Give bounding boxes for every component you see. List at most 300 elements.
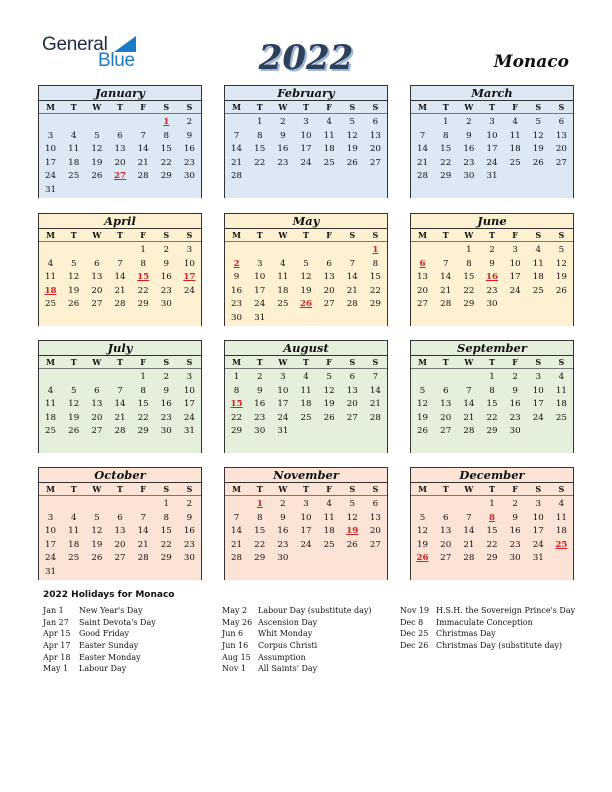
day-cell: 16 xyxy=(183,144,195,154)
day-cell: 7 xyxy=(349,258,356,269)
week-row xyxy=(411,371,573,385)
day-cell: 13 xyxy=(440,526,452,536)
holiday-date: Dec 26 xyxy=(400,641,429,651)
day-cell: 13 xyxy=(369,130,381,141)
empty-cell xyxy=(364,425,387,439)
month-title: May xyxy=(225,214,387,229)
weekday-label: T xyxy=(442,102,449,112)
holiday-day: 27 xyxy=(113,171,127,181)
day-cell: 17 xyxy=(254,285,266,296)
weekday-label: M xyxy=(46,357,55,367)
weekday-header xyxy=(225,101,387,114)
holiday-date: Apr 15 xyxy=(43,629,71,639)
holiday-entry xyxy=(43,640,156,652)
day-cell: 28 xyxy=(463,553,475,563)
empty-cell xyxy=(85,371,108,385)
day-cell: 20 xyxy=(440,412,452,423)
day-cell: 1 xyxy=(140,245,146,255)
week-row xyxy=(225,312,387,326)
day-cell: 19 xyxy=(346,144,358,154)
day-cell: 29 xyxy=(463,299,475,309)
week-row xyxy=(225,539,387,553)
empty-cell xyxy=(434,244,457,258)
day-cell: 3 xyxy=(47,512,54,523)
weekday-label: S xyxy=(349,484,356,494)
weekday-label: S xyxy=(186,102,193,112)
holiday-name: Whit Monday xyxy=(258,629,313,639)
holiday-entry xyxy=(222,640,372,652)
day-cell: 11 xyxy=(277,272,289,282)
day-cell: 6 xyxy=(326,258,332,269)
day-cell: 12 xyxy=(91,526,103,536)
month-march xyxy=(410,85,574,198)
day-cell: 5 xyxy=(70,385,77,396)
day-cell: 29 xyxy=(369,299,381,309)
week-row xyxy=(39,285,201,299)
day-cell: 4 xyxy=(70,512,77,523)
month-july xyxy=(38,340,202,453)
empty-cell xyxy=(62,371,85,385)
week-row xyxy=(411,143,573,157)
day-cell: 30 xyxy=(183,553,195,563)
day-cell: 31 xyxy=(532,553,544,563)
day-cell: 8 xyxy=(163,130,170,141)
day-cell: 8 xyxy=(256,512,263,523)
day-cell: 9 xyxy=(466,130,472,141)
empty-cell xyxy=(108,498,131,512)
day-cell: 4 xyxy=(70,130,77,141)
day-cell: 5 xyxy=(94,130,100,141)
week-row xyxy=(411,285,573,299)
holiday-date: Jan 27 xyxy=(43,617,69,627)
day-cell: 10 xyxy=(300,130,312,141)
day-cell: 5 xyxy=(94,512,100,523)
weekday-label: S xyxy=(163,484,170,494)
week-row xyxy=(39,552,201,566)
day-cell: 20 xyxy=(440,539,452,550)
day-cell: 7 xyxy=(419,130,426,141)
weekday-label: F xyxy=(512,357,518,367)
day-cell: 13 xyxy=(114,526,126,536)
holiday-date: Dec 8 xyxy=(400,617,424,627)
day-cell: 25 xyxy=(323,539,335,550)
week-row xyxy=(39,498,201,512)
weekday-label: T xyxy=(117,357,123,367)
week-row xyxy=(39,157,201,171)
holiday-name: H.S.H. the Sovereign Prince's Day xyxy=(436,606,576,615)
day-cell: 26 xyxy=(346,157,358,168)
day-cell: 15 xyxy=(160,144,172,154)
day-cell: 29 xyxy=(137,299,149,309)
holiday-entry xyxy=(222,628,372,640)
empty-cell xyxy=(504,298,527,312)
weekday-label: F xyxy=(140,230,146,240)
weekday-header xyxy=(411,483,573,496)
day-cell: 21 xyxy=(369,399,381,409)
day-cell: 17 xyxy=(300,144,312,154)
empty-cell xyxy=(294,170,317,184)
weekday-label: W xyxy=(464,357,474,367)
day-cell: 3 xyxy=(280,372,286,382)
day-cell: 29 xyxy=(486,553,498,563)
day-cell: 26 xyxy=(91,171,103,181)
holiday-day: 1 xyxy=(372,245,379,255)
week-row xyxy=(225,512,387,526)
day-cell: 2 xyxy=(489,245,495,255)
day-cell: 9 xyxy=(186,130,193,141)
day-cell: 20 xyxy=(369,144,381,154)
day-cell: 19 xyxy=(417,539,429,550)
day-cell: 26 xyxy=(417,426,429,436)
day-cell: 9 xyxy=(186,512,193,523)
day-cell: 9 xyxy=(233,272,240,282)
empty-cell xyxy=(504,170,527,184)
day-cell: 7 xyxy=(466,512,472,523)
weekday-label: S xyxy=(372,357,379,367)
weekday-label: T xyxy=(70,357,77,367)
weekday-label: T xyxy=(303,230,309,240)
day-cell: 9 xyxy=(489,258,495,269)
weekday-label: S xyxy=(372,230,379,240)
holiday-entry xyxy=(222,617,372,629)
week-row xyxy=(411,552,573,566)
day-cell: 1 xyxy=(233,372,240,382)
weekday-label: T xyxy=(489,230,495,240)
weekday-label: W xyxy=(92,357,102,367)
month-june xyxy=(410,213,574,326)
weekday-label: W xyxy=(92,102,102,112)
weekday-label: T xyxy=(256,102,263,112)
weekday-label: W xyxy=(92,230,102,240)
holiday-date: Apr 17 xyxy=(43,641,71,651)
day-cell: 16 xyxy=(160,272,172,282)
weekday-label: T xyxy=(256,230,263,240)
empty-cell xyxy=(132,498,155,512)
day-cell: 21 xyxy=(231,539,243,550)
day-cell: 8 xyxy=(140,385,146,396)
day-cell: 2 xyxy=(163,245,170,255)
day-cell: 7 xyxy=(372,372,379,382)
logo-text-general: General xyxy=(42,34,108,55)
empty-cell xyxy=(108,184,131,198)
weekday-label: F xyxy=(326,230,332,240)
empty-cell xyxy=(155,184,178,198)
week-row xyxy=(411,385,573,399)
day-cell: 21 xyxy=(440,285,452,296)
holiday-date: Jun 16 xyxy=(222,641,249,651)
day-cell: 9 xyxy=(512,512,518,523)
day-cell: 20 xyxy=(114,157,126,168)
holiday-name: Christmas Day xyxy=(436,629,496,639)
day-cell: 6 xyxy=(94,385,100,396)
weekday-label: T xyxy=(303,484,309,494)
weekday-label: F xyxy=(326,484,332,494)
day-cell: 11 xyxy=(532,258,544,269)
month-title: January xyxy=(39,86,201,101)
week-row xyxy=(225,425,387,439)
weekday-label: F xyxy=(512,484,518,494)
week-row xyxy=(39,512,201,526)
holiday-day: 15 xyxy=(137,272,150,282)
holiday-name: Assumption xyxy=(258,652,306,662)
month-title: November xyxy=(225,468,387,483)
holiday-entry xyxy=(222,652,372,664)
empty-cell xyxy=(550,170,573,184)
weekday-label: M xyxy=(418,484,427,494)
day-cell: 10 xyxy=(254,272,266,282)
week-row xyxy=(411,170,573,184)
holiday-date: May 26 xyxy=(222,617,253,627)
day-cell: 17 xyxy=(45,157,57,168)
day-cell: 12 xyxy=(417,526,429,536)
day-cell: 25 xyxy=(45,426,57,436)
day-cell: 11 xyxy=(323,130,335,141)
day-cell: 16 xyxy=(509,526,521,536)
day-cell: 13 xyxy=(369,512,381,523)
day-cell: 5 xyxy=(70,258,77,269)
day-cell: 17 xyxy=(532,399,544,409)
empty-cell xyxy=(39,116,62,130)
weekday-label: T xyxy=(117,230,123,240)
day-cell: 18 xyxy=(323,144,335,154)
day-cell: 18 xyxy=(277,285,289,296)
day-cell: 26 xyxy=(323,412,335,423)
week-row xyxy=(411,157,573,171)
day-cell: 21 xyxy=(417,157,429,168)
day-cell: 12 xyxy=(555,258,567,269)
weekday-label: T xyxy=(442,357,449,367)
day-cell: 27 xyxy=(91,299,103,309)
holiday-day: 1 xyxy=(163,117,170,127)
day-cell: 24 xyxy=(509,285,521,296)
day-cell: 3 xyxy=(186,372,193,382)
day-cell: 31 xyxy=(486,171,498,181)
day-cell: 14 xyxy=(440,272,452,282)
empty-cell xyxy=(318,425,341,439)
day-cell: 11 xyxy=(45,399,57,409)
month-december xyxy=(410,467,574,580)
holiday-column xyxy=(400,605,575,652)
day-cell: 27 xyxy=(369,539,381,550)
day-cell: 21 xyxy=(463,539,475,550)
day-cell: 21 xyxy=(114,285,126,296)
day-cell: 28 xyxy=(231,553,243,563)
weekday-label: T xyxy=(256,357,263,367)
empty-cell xyxy=(39,371,62,385)
week-row xyxy=(39,184,201,198)
day-cell: 15 xyxy=(440,144,452,154)
day-cell: 6 xyxy=(117,512,123,523)
day-cell: 6 xyxy=(442,512,449,523)
weekday-header xyxy=(225,483,387,496)
holiday-name: Immaculate Conception xyxy=(436,617,533,627)
week-row xyxy=(39,116,201,130)
day-cell: 16 xyxy=(463,144,475,154)
day-cell: 17 xyxy=(277,399,289,409)
day-cell: 22 xyxy=(486,539,498,550)
week-row xyxy=(225,398,387,412)
week-row xyxy=(411,298,573,312)
weekday-label: S xyxy=(535,484,542,494)
weekday-header xyxy=(39,356,201,369)
holiday-day: 26 xyxy=(416,553,429,563)
day-cell: 19 xyxy=(68,412,80,423)
day-cell: 8 xyxy=(372,258,379,269)
day-cell: 23 xyxy=(277,157,289,168)
holiday-entry xyxy=(43,617,156,629)
day-cell: 1 xyxy=(140,372,146,382)
day-cell: 23 xyxy=(509,539,521,550)
day-cell: 21 xyxy=(463,412,475,423)
day-cell: 24 xyxy=(300,157,312,168)
day-cell: 15 xyxy=(486,526,498,536)
weekday-header xyxy=(225,356,387,369)
holiday-day: 26 xyxy=(299,299,313,309)
day-cell: 13 xyxy=(91,272,103,282)
empty-cell xyxy=(411,371,434,385)
day-cell: 9 xyxy=(280,512,286,523)
day-cell: 10 xyxy=(300,512,312,523)
day-cell: 13 xyxy=(417,272,429,282)
holiday-day: 18 xyxy=(44,285,57,296)
week-row xyxy=(225,244,387,258)
weekday-label: S xyxy=(186,484,193,494)
day-cell: 21 xyxy=(114,412,126,423)
weekday-label: S xyxy=(535,357,542,367)
day-cell: 23 xyxy=(463,157,475,168)
week-row xyxy=(225,371,387,385)
weekday-label: W xyxy=(278,230,288,240)
day-cell: 8 xyxy=(489,385,495,396)
weekday-label: M xyxy=(418,102,427,112)
day-cell: 8 xyxy=(442,130,449,141)
day-cell: 15 xyxy=(137,399,149,409)
weekday-label: T xyxy=(489,484,495,494)
day-cell: 3 xyxy=(256,258,263,269)
holiday-name: Easter Sunday xyxy=(79,641,139,651)
day-cell: 30 xyxy=(160,299,172,309)
holiday-name: Corpus Christi xyxy=(258,641,318,651)
week-row xyxy=(411,258,573,272)
day-cell: 23 xyxy=(254,412,266,423)
day-cell: 8 xyxy=(233,385,240,396)
day-cell: 10 xyxy=(509,258,521,269)
day-cell: 28 xyxy=(137,553,149,563)
day-cell: 29 xyxy=(440,171,452,181)
day-cell: 8 xyxy=(163,512,170,523)
holiday-name: All Saints' Day xyxy=(258,664,318,674)
day-cell: 10 xyxy=(45,144,57,154)
empty-cell xyxy=(364,552,387,566)
day-cell: 30 xyxy=(509,426,521,436)
empty-cell xyxy=(294,312,317,326)
day-cell: 17 xyxy=(486,144,498,154)
weekday-label: T xyxy=(303,357,309,367)
day-cell: 7 xyxy=(117,258,123,269)
day-cell: 19 xyxy=(91,157,103,168)
day-cell: 4 xyxy=(303,372,309,382)
day-cell: 1 xyxy=(442,117,449,127)
week-row xyxy=(39,130,201,144)
weekday-header xyxy=(39,483,201,496)
day-cell: 20 xyxy=(369,526,381,536)
day-cell: 25 xyxy=(323,157,335,168)
weekday-label: F xyxy=(140,484,146,494)
weekday-label: S xyxy=(349,230,356,240)
week-row xyxy=(225,285,387,299)
day-cell: 12 xyxy=(346,130,358,141)
day-cell: 30 xyxy=(509,553,521,563)
day-cell: 14 xyxy=(114,399,126,409)
weekday-label: T xyxy=(442,484,449,494)
day-cell: 6 xyxy=(117,130,123,141)
holiday-day: 19 xyxy=(346,526,359,536)
day-cell: 30 xyxy=(486,299,498,309)
empty-cell xyxy=(271,312,294,326)
empty-cell xyxy=(39,498,62,512)
month-title: February xyxy=(225,86,387,101)
holiday-name: Easter Monday xyxy=(79,652,141,662)
week-row xyxy=(225,258,387,272)
day-cell: 31 xyxy=(45,566,57,577)
weekday-label: M xyxy=(232,230,241,240)
weekday-label: S xyxy=(372,102,379,112)
day-cell: 27 xyxy=(346,412,358,423)
day-cell: 20 xyxy=(417,285,429,296)
holiday-day: 15 xyxy=(230,399,243,409)
empty-cell xyxy=(341,244,364,258)
weekday-label: T xyxy=(256,484,263,494)
day-cell: 31 xyxy=(45,184,57,195)
day-cell: 27 xyxy=(440,553,452,563)
day-cell: 13 xyxy=(323,272,335,282)
weekday-label: S xyxy=(558,102,565,112)
holiday-date: Jan 1 xyxy=(43,606,64,615)
week-row xyxy=(225,143,387,157)
holiday-day: 17 xyxy=(183,272,196,282)
day-cell: 21 xyxy=(137,539,149,550)
day-cell: 13 xyxy=(440,399,452,409)
day-cell: 3 xyxy=(512,245,518,255)
day-cell: 18 xyxy=(300,399,312,409)
day-cell: 5 xyxy=(303,258,309,269)
holiday-day: 16 xyxy=(485,272,499,282)
holiday-day: 1 xyxy=(256,499,263,509)
day-cell: 30 xyxy=(160,426,172,436)
weekday-label: T xyxy=(70,484,77,494)
weekday-label: S xyxy=(186,357,193,367)
day-cell: 25 xyxy=(300,412,312,423)
week-row xyxy=(411,539,573,553)
day-cell: 7 xyxy=(442,258,449,269)
day-cell: 4 xyxy=(558,499,565,509)
day-cell: 15 xyxy=(254,144,266,154)
week-row xyxy=(225,525,387,539)
day-cell: 22 xyxy=(160,157,172,168)
year-title: 2022 xyxy=(258,38,354,78)
day-cell: 22 xyxy=(231,412,243,423)
day-cell: 17 xyxy=(532,526,544,536)
weekday-label: W xyxy=(464,230,474,240)
day-cell: 4 xyxy=(558,372,565,382)
weekday-label: F xyxy=(326,357,332,367)
week-row xyxy=(411,425,573,439)
weekday-label: M xyxy=(418,230,427,240)
empty-cell xyxy=(132,566,155,580)
empty-cell xyxy=(178,184,201,198)
day-cell: 12 xyxy=(532,130,544,141)
holiday-entry xyxy=(43,628,156,640)
